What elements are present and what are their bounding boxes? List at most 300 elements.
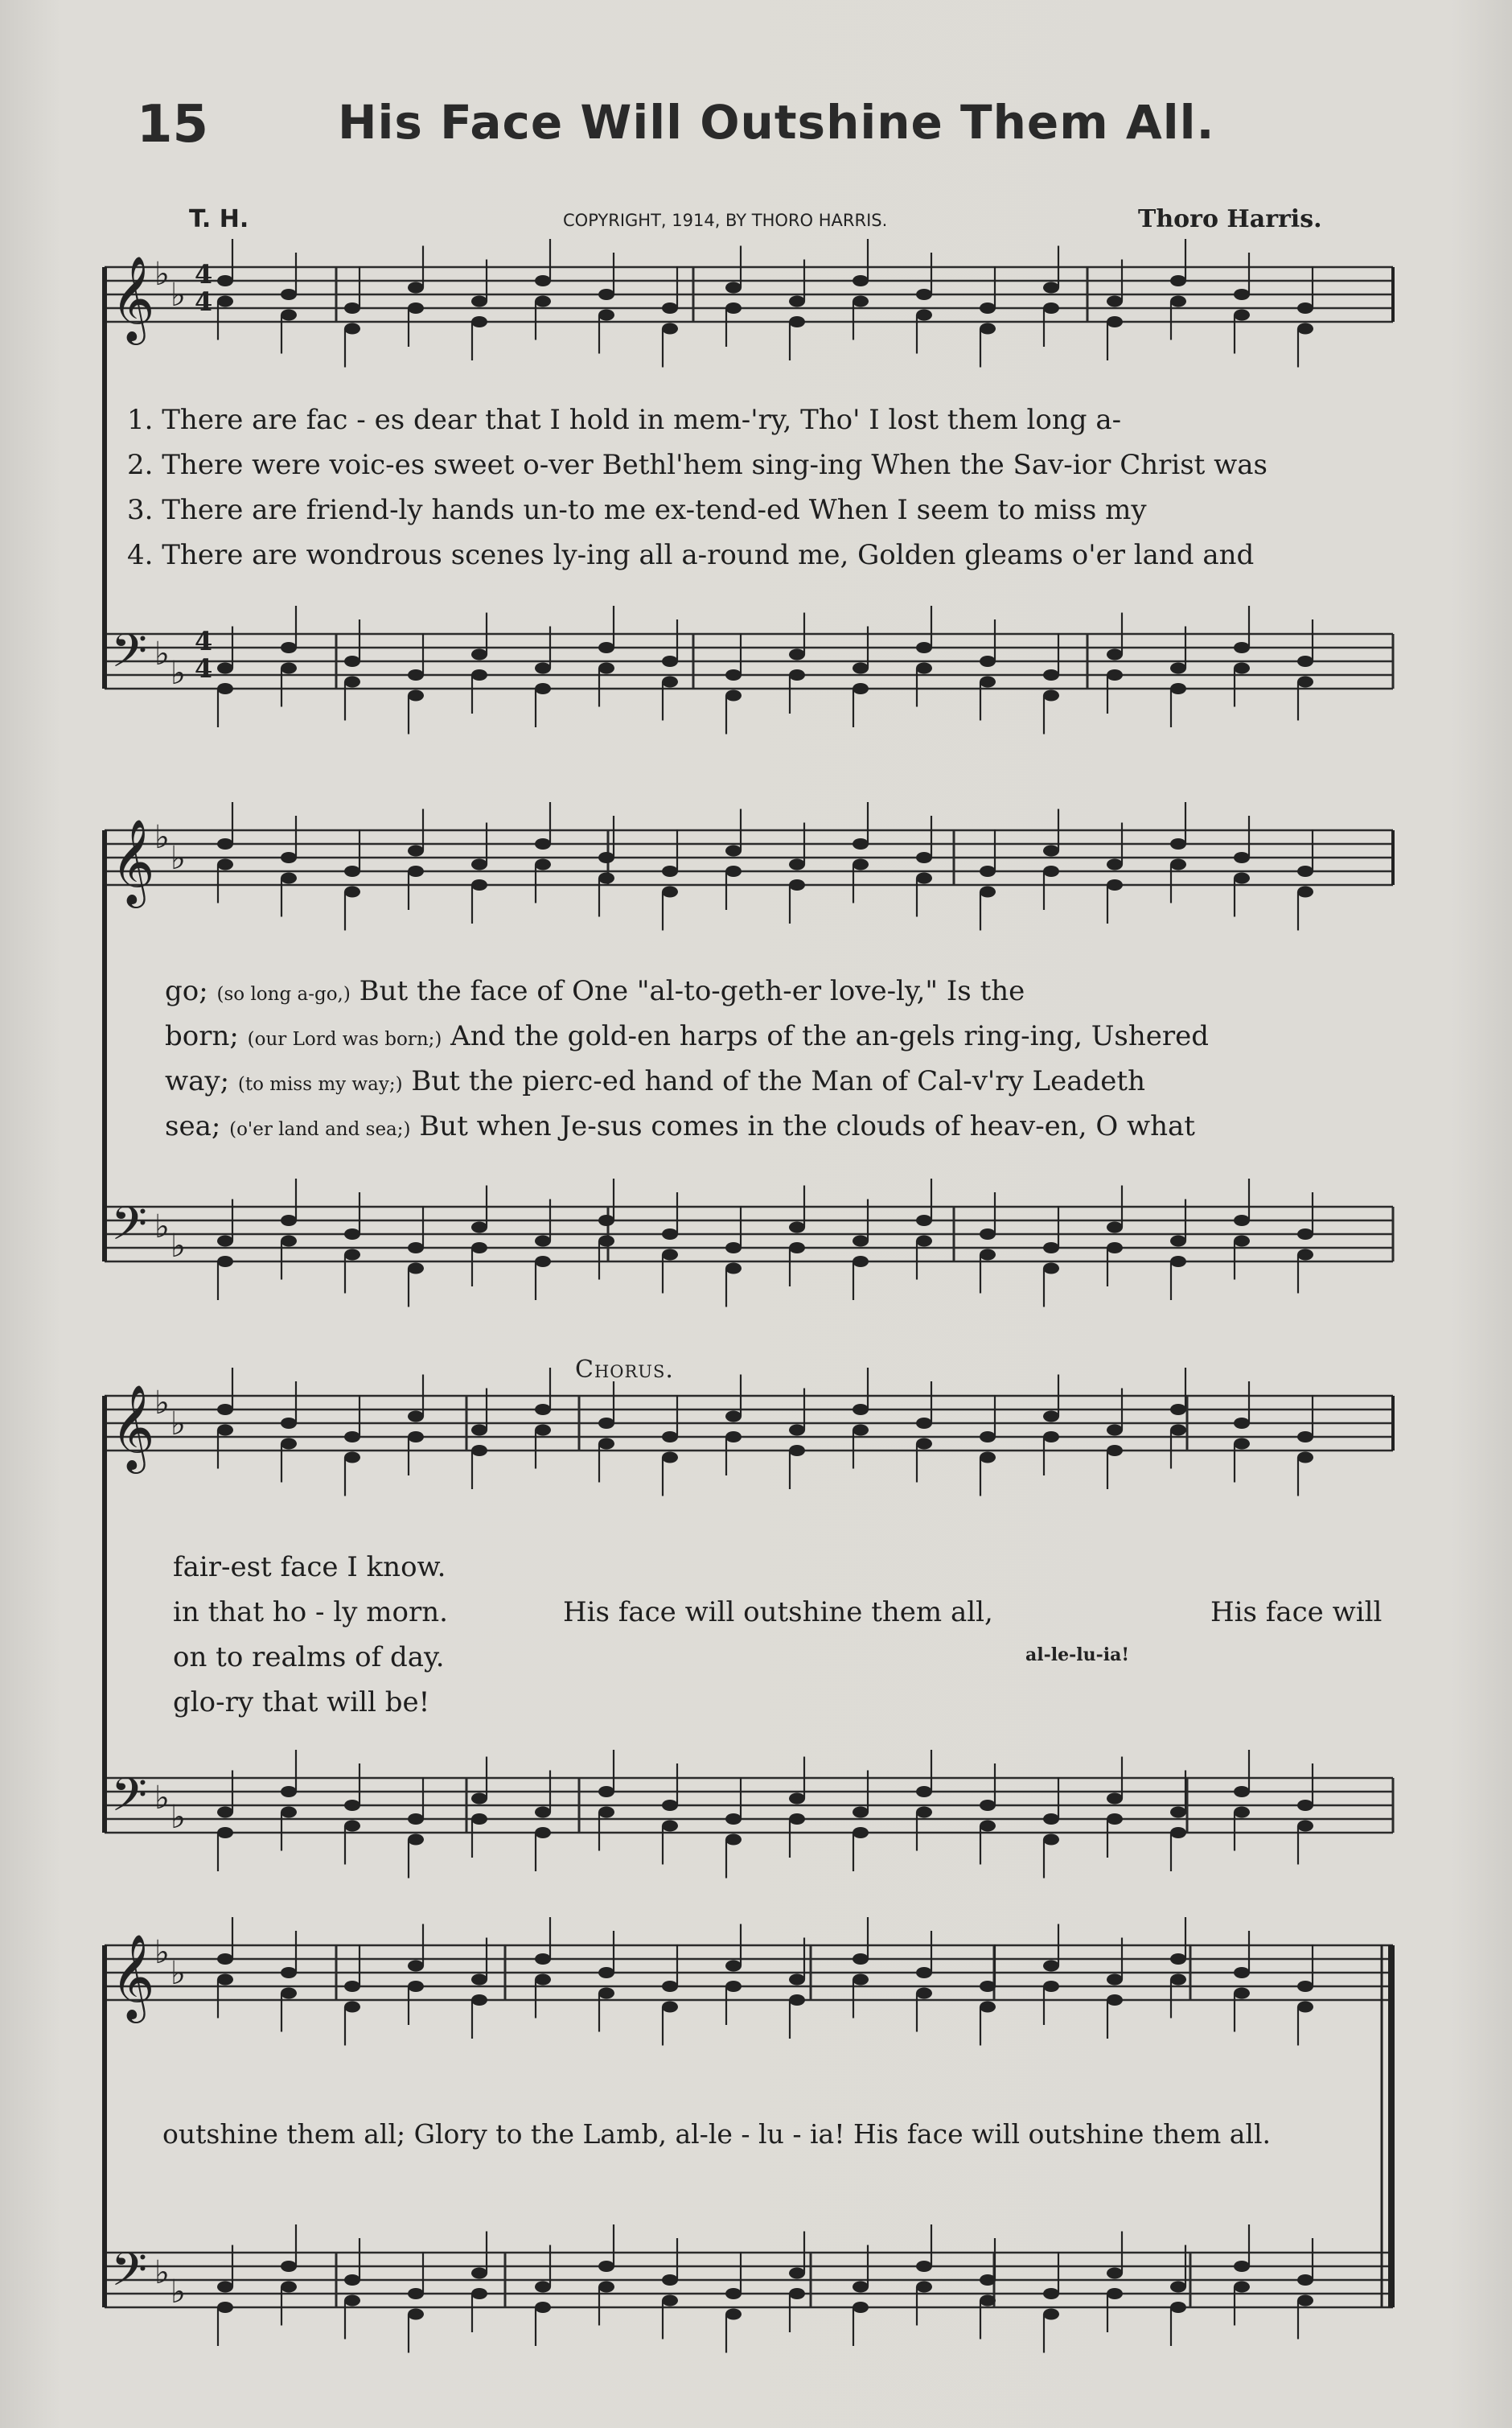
note-head xyxy=(980,1981,996,1992)
note-head xyxy=(535,1425,551,1436)
note-head xyxy=(1043,690,1059,702)
note-head xyxy=(1043,1981,1059,1992)
note-head xyxy=(980,1228,996,1240)
note-head xyxy=(1297,887,1313,898)
note-head xyxy=(1043,1411,1059,1422)
note-head xyxy=(408,1242,424,1253)
note-head xyxy=(853,1236,869,1247)
verse-3-lead: way; xyxy=(165,1065,230,1097)
note-head xyxy=(789,2268,805,2279)
note-head xyxy=(598,2261,614,2272)
verse-2-line-3: in that ho - ly morn. xyxy=(173,1596,448,1628)
verse-4-line-1: 4. There are wondrous scenes ly-ing all a-round me, Golden gleams o'er land and xyxy=(127,539,1255,571)
note-head xyxy=(344,1981,360,1992)
note-head xyxy=(1234,663,1250,674)
note-head xyxy=(916,873,932,884)
verse-2-rest: And the gold-en harps of the an-gels ring-ing, Ushered xyxy=(450,1020,1210,1052)
note-head xyxy=(916,1438,932,1450)
verse-4-lead: sea; xyxy=(165,1110,221,1142)
note-head xyxy=(1170,1827,1186,1838)
treble-clef: 𝄞 xyxy=(111,1933,155,2019)
note-head xyxy=(725,1834,742,1846)
note-head xyxy=(598,663,614,674)
hymn-number: 15 xyxy=(137,95,209,154)
note-head xyxy=(789,859,805,870)
note-head xyxy=(662,1821,678,1832)
note-head xyxy=(916,2282,932,2293)
note-head xyxy=(471,669,487,681)
note-head xyxy=(980,1452,996,1463)
notes xyxy=(217,802,1313,1307)
flat-sign: ♭ xyxy=(154,819,170,856)
note-head xyxy=(471,1974,487,1986)
note-head xyxy=(598,852,614,863)
note-head xyxy=(598,1236,614,1247)
bass-staff xyxy=(105,2242,1393,2311)
treble-staff xyxy=(105,1384,1393,1474)
verse-1-line-2 xyxy=(165,975,1025,1007)
note-head xyxy=(1043,1263,1059,1274)
flat-sign: ♭ xyxy=(171,1228,186,1265)
note-head xyxy=(980,1431,996,1442)
note-head xyxy=(1170,296,1186,307)
note-head xyxy=(281,1236,297,1247)
note-head xyxy=(471,859,487,870)
note-head xyxy=(408,1961,424,1972)
note-head xyxy=(344,866,360,877)
bass-staff xyxy=(105,623,1393,692)
note-head xyxy=(408,1263,424,1274)
note-head xyxy=(1170,1404,1186,1415)
note-head xyxy=(1234,1215,1250,1226)
note-head xyxy=(1170,838,1186,850)
note-head xyxy=(916,642,932,653)
treble-staff xyxy=(105,255,1393,345)
note-head xyxy=(853,1807,869,1818)
note-head xyxy=(916,1236,932,1247)
verse-4-line-2 xyxy=(165,1110,1195,1142)
note-head xyxy=(789,316,805,327)
note-head xyxy=(662,677,678,688)
verse-2-echo: (our Lord was born;) xyxy=(247,1029,442,1050)
note-head xyxy=(281,1807,297,1818)
note-head xyxy=(662,1452,678,1463)
note-head xyxy=(217,1953,233,1965)
note-head xyxy=(217,838,233,850)
note-head xyxy=(408,690,424,702)
note-head xyxy=(1234,2261,1250,2272)
verse-4-echo: (o'er land and sea;) xyxy=(229,1119,411,1140)
note-head xyxy=(916,1418,932,1429)
note-head xyxy=(217,1256,233,1267)
note-head xyxy=(217,1236,233,1247)
note-head xyxy=(853,2282,869,2293)
note-head xyxy=(725,1242,742,1253)
note-head xyxy=(471,1445,487,1456)
note-head xyxy=(916,1807,932,1818)
note-head xyxy=(1043,2288,1059,2299)
note-head xyxy=(1170,2302,1186,2313)
note-head xyxy=(789,1793,805,1805)
note-head xyxy=(853,1404,869,1415)
note-head xyxy=(471,1222,487,1233)
note-head xyxy=(1107,2288,1123,2299)
note-head xyxy=(853,1827,869,1838)
note-head xyxy=(1297,302,1313,314)
note-head xyxy=(1107,296,1123,307)
note-head xyxy=(916,310,932,321)
note-head xyxy=(662,302,678,314)
note-head xyxy=(980,656,996,667)
note-head xyxy=(1107,649,1123,660)
note-head xyxy=(789,2288,805,2299)
note-head xyxy=(725,866,742,877)
note-head xyxy=(853,275,869,286)
note-head xyxy=(535,683,551,694)
note-head xyxy=(662,1431,678,1442)
flat-sign: ♭ xyxy=(171,655,186,692)
note-head xyxy=(217,1827,233,1838)
note-head xyxy=(344,2295,360,2307)
note-head xyxy=(1297,2295,1313,2307)
verse-1-lead: go; xyxy=(165,975,208,1007)
note-head xyxy=(281,663,297,674)
note-head xyxy=(535,275,551,286)
flat-sign: ♭ xyxy=(154,636,170,673)
verse-1-echo: (so long a-go,) xyxy=(216,984,351,1005)
note-head xyxy=(217,296,233,307)
chorus-line-1: His face will outshine them all, xyxy=(563,1596,993,1628)
note-head xyxy=(1107,1813,1123,1825)
note-head xyxy=(1297,677,1313,688)
time-signature-digit: 4 xyxy=(195,653,213,684)
note-head xyxy=(1234,642,1250,653)
note-head xyxy=(916,2261,932,2272)
note-head xyxy=(408,2288,424,2299)
chorus-line-1-end: His face will xyxy=(1210,1596,1383,1628)
note-head xyxy=(789,1222,805,1233)
note-head xyxy=(471,296,487,307)
note-head xyxy=(916,1988,932,1999)
note-head xyxy=(725,669,742,681)
note-head xyxy=(408,1981,424,1992)
copyright-notice: COPYRIGHT, 1914, BY THORO HARRIS. xyxy=(563,211,888,230)
note-head xyxy=(1107,1425,1123,1436)
verse-2-line-2 xyxy=(165,1020,1209,1052)
note-head xyxy=(853,859,869,870)
note-head xyxy=(598,2282,614,2293)
note-head xyxy=(471,2288,487,2299)
note-head xyxy=(408,1813,424,1825)
treble-staff xyxy=(105,818,1393,908)
note-head xyxy=(344,656,360,667)
note-head xyxy=(471,879,487,891)
note-head xyxy=(1170,1974,1186,1986)
note-head xyxy=(1043,1242,1059,1253)
note-head xyxy=(853,1425,869,1436)
note-head xyxy=(598,1438,614,1450)
note-head xyxy=(1234,1438,1250,1450)
note-head xyxy=(789,649,805,660)
note-head xyxy=(1234,1988,1250,1999)
note-head xyxy=(344,1800,360,1811)
note-head xyxy=(1107,2268,1123,2279)
note-head xyxy=(344,1228,360,1240)
note-head xyxy=(535,663,551,674)
note-head xyxy=(662,323,678,335)
verse-3-line-1: 3. There are friend-ly hands un-to me ex-tend-ed When I seem to miss my xyxy=(127,494,1147,526)
flat-sign: ♭ xyxy=(154,2254,170,2291)
bass-clef: 𝄢 xyxy=(111,623,148,689)
chorus-line-2: outshine them all; Glory to the Lamb, al-le - lu - ia! His face will outshine them all. xyxy=(162,2118,1271,2150)
note-head xyxy=(1234,2282,1250,2293)
note-head xyxy=(535,2282,551,2293)
note-head xyxy=(408,669,424,681)
note-head xyxy=(980,1800,996,1811)
note-head xyxy=(725,1263,742,1274)
verse-1-line-3: fair-est face I know. xyxy=(173,1551,446,1583)
note-head xyxy=(1297,656,1313,667)
note-head xyxy=(1297,2274,1313,2286)
verse-3-line-3: on to realms of day. xyxy=(173,1641,445,1673)
note-head xyxy=(344,2274,360,2286)
note-head xyxy=(1297,2002,1313,2013)
note-head xyxy=(471,1994,487,2006)
note-head xyxy=(471,649,487,660)
note-head xyxy=(1170,1425,1186,1436)
note-head xyxy=(535,838,551,850)
bass-clef: 𝄢 xyxy=(111,1768,148,1833)
flat-sign: ♭ xyxy=(154,1385,170,1422)
flat-sign: ♭ xyxy=(154,1208,170,1245)
note-head xyxy=(281,1438,297,1450)
flat-sign: ♭ xyxy=(171,1799,186,1836)
system-1 xyxy=(105,239,1393,735)
note-head xyxy=(1107,316,1123,327)
note-head xyxy=(1043,302,1059,314)
time-signature-digit: 4 xyxy=(195,626,213,656)
note-head xyxy=(217,2302,233,2313)
note-head xyxy=(1234,852,1250,863)
note-head xyxy=(853,838,869,850)
verse-4-rest: But when Je-sus comes in the clouds of heav-en, O what xyxy=(419,1110,1195,1142)
flat-sign: ♭ xyxy=(154,1780,170,1817)
note-head xyxy=(281,2261,297,2272)
note-head xyxy=(1107,879,1123,891)
verse-1-rest: But the face of One "al-to-geth-er love-ly," Is the xyxy=(359,975,1025,1007)
note-head xyxy=(217,663,233,674)
note-head xyxy=(1107,859,1123,870)
note-head xyxy=(1170,663,1186,674)
note-head xyxy=(471,1793,487,1805)
note-head xyxy=(725,1411,742,1422)
note-head xyxy=(1234,1786,1250,1797)
flat-sign: ♭ xyxy=(154,1934,170,1971)
note-head xyxy=(217,1974,233,1986)
note-head xyxy=(1170,859,1186,870)
note-head xyxy=(1043,282,1059,294)
note-head xyxy=(344,887,360,898)
notes xyxy=(217,239,1313,735)
note-head xyxy=(980,302,996,314)
note-head xyxy=(1170,1953,1186,1965)
flat-sign: ♭ xyxy=(171,1405,186,1442)
note-head xyxy=(535,1807,551,1818)
note-head xyxy=(853,683,869,694)
verse-4-line-3: glo-ry that will be! xyxy=(173,1686,430,1718)
note-head xyxy=(853,1953,869,1965)
note-head xyxy=(1043,1961,1059,1972)
note-head xyxy=(1107,669,1123,681)
note-head xyxy=(662,1228,678,1240)
note-head xyxy=(217,683,233,694)
note-head xyxy=(1043,866,1059,877)
note-head xyxy=(217,1425,233,1436)
note-head xyxy=(281,310,297,321)
note-head xyxy=(725,1961,742,1972)
note-head xyxy=(1043,1834,1059,1846)
note-head xyxy=(408,1431,424,1442)
note-head xyxy=(853,1256,869,1267)
note-head xyxy=(916,289,932,300)
note-head xyxy=(1043,2309,1059,2320)
verse-2-line-1: 2. There were voic-es sweet o-ver Bethl'hem sing-ing When the Sav-ior Christ was xyxy=(127,449,1268,481)
note-head xyxy=(662,887,678,898)
verse-3-line-2 xyxy=(165,1065,1145,1097)
note-head xyxy=(980,1249,996,1261)
note-head xyxy=(471,1242,487,1253)
note-head xyxy=(725,302,742,314)
note-head xyxy=(217,275,233,286)
flat-sign: ♭ xyxy=(171,277,186,314)
note-head xyxy=(217,1807,233,1818)
note-head xyxy=(916,1215,932,1226)
verse-3-echo: (to miss my way;) xyxy=(237,1074,403,1095)
note-head xyxy=(598,1786,614,1797)
note-head xyxy=(281,1418,297,1429)
note-head xyxy=(662,2274,678,2286)
note-head xyxy=(408,846,424,857)
note-head xyxy=(344,1821,360,1832)
note-head xyxy=(980,677,996,688)
composer-name: Thoro Harris. xyxy=(1138,205,1322,233)
note-head xyxy=(789,296,805,307)
note-head xyxy=(853,663,869,674)
treble-clef: 𝄞 xyxy=(111,1384,155,1470)
treble-clef: 𝄞 xyxy=(111,255,155,341)
verse-1-line-1: 1. There are fac - es dear that I hold in mem-'ry, Tho' I lost them long a- xyxy=(127,404,1122,436)
note-head xyxy=(598,1807,614,1818)
note-head xyxy=(1297,1821,1313,1832)
note-head xyxy=(916,663,932,674)
note-head xyxy=(980,2274,996,2286)
note-head xyxy=(662,1249,678,1261)
note-head xyxy=(535,1404,551,1415)
note-head xyxy=(1234,1807,1250,1818)
note-head xyxy=(281,852,297,863)
system-2 xyxy=(105,802,1393,1307)
note-head xyxy=(1107,1222,1123,1233)
note-head xyxy=(1170,1236,1186,1247)
note-head xyxy=(535,2302,551,2313)
time-signature-digit: 4 xyxy=(195,286,213,317)
note-head xyxy=(408,2309,424,2320)
note-head xyxy=(535,1256,551,1267)
note-head xyxy=(916,1786,932,1797)
note-head xyxy=(1234,289,1250,300)
note-head xyxy=(1297,1228,1313,1240)
note-head xyxy=(853,1974,869,1986)
note-head xyxy=(916,1967,932,1978)
note-head xyxy=(344,1249,360,1261)
note-head xyxy=(281,873,297,884)
note-head xyxy=(408,866,424,877)
time-signature-digit: 4 xyxy=(195,259,213,290)
note-head xyxy=(1107,1994,1123,2006)
note-head xyxy=(1170,1256,1186,1267)
flat-sign: ♭ xyxy=(171,1955,186,1992)
note-head xyxy=(1297,1249,1313,1261)
note-head xyxy=(725,282,742,294)
note-head xyxy=(344,302,360,314)
note-head xyxy=(1297,866,1313,877)
note-head xyxy=(725,1431,742,1442)
note-head xyxy=(471,316,487,327)
treble-staff xyxy=(105,1933,1393,2023)
note-head xyxy=(281,2282,297,2293)
chorus-label: Chorus. xyxy=(575,1356,674,1384)
verse-3-rest: But the pierc-ed hand of the Man of Cal-v'ry Leadeth xyxy=(411,1065,1145,1097)
note-head xyxy=(789,1445,805,1456)
note-head xyxy=(1170,275,1186,286)
note-head xyxy=(662,2002,678,2013)
note-head xyxy=(344,1452,360,1463)
note-head xyxy=(1170,2282,1186,2293)
note-head xyxy=(535,296,551,307)
note-head xyxy=(1234,873,1250,884)
note-head xyxy=(535,1953,551,1965)
note-head xyxy=(408,1834,424,1846)
note-head xyxy=(725,2288,742,2299)
note-head xyxy=(281,1215,297,1226)
note-head xyxy=(1107,1974,1123,1986)
flat-sign: ♭ xyxy=(171,2274,186,2311)
note-head xyxy=(916,852,932,863)
note-head xyxy=(1234,1418,1250,1429)
note-head xyxy=(789,1242,805,1253)
bass-clef: 𝄢 xyxy=(111,1196,148,1262)
note-head xyxy=(725,2309,742,2320)
note-head xyxy=(1297,1981,1313,1992)
note-head xyxy=(725,1813,742,1825)
note-head xyxy=(1043,669,1059,681)
note-head xyxy=(471,1425,487,1436)
note-head xyxy=(853,296,869,307)
note-head xyxy=(217,1404,233,1415)
note-head xyxy=(408,302,424,314)
note-head xyxy=(980,2002,996,2013)
note-head xyxy=(662,2295,678,2307)
note-head xyxy=(662,866,678,877)
note-head xyxy=(217,859,233,870)
note-head xyxy=(598,1215,614,1226)
note-head xyxy=(1234,1967,1250,1978)
note-head xyxy=(789,879,805,891)
author-initials: T. H. xyxy=(189,205,249,233)
note-head xyxy=(789,1813,805,1825)
note-head xyxy=(980,1821,996,1832)
note-head xyxy=(281,1786,297,1797)
